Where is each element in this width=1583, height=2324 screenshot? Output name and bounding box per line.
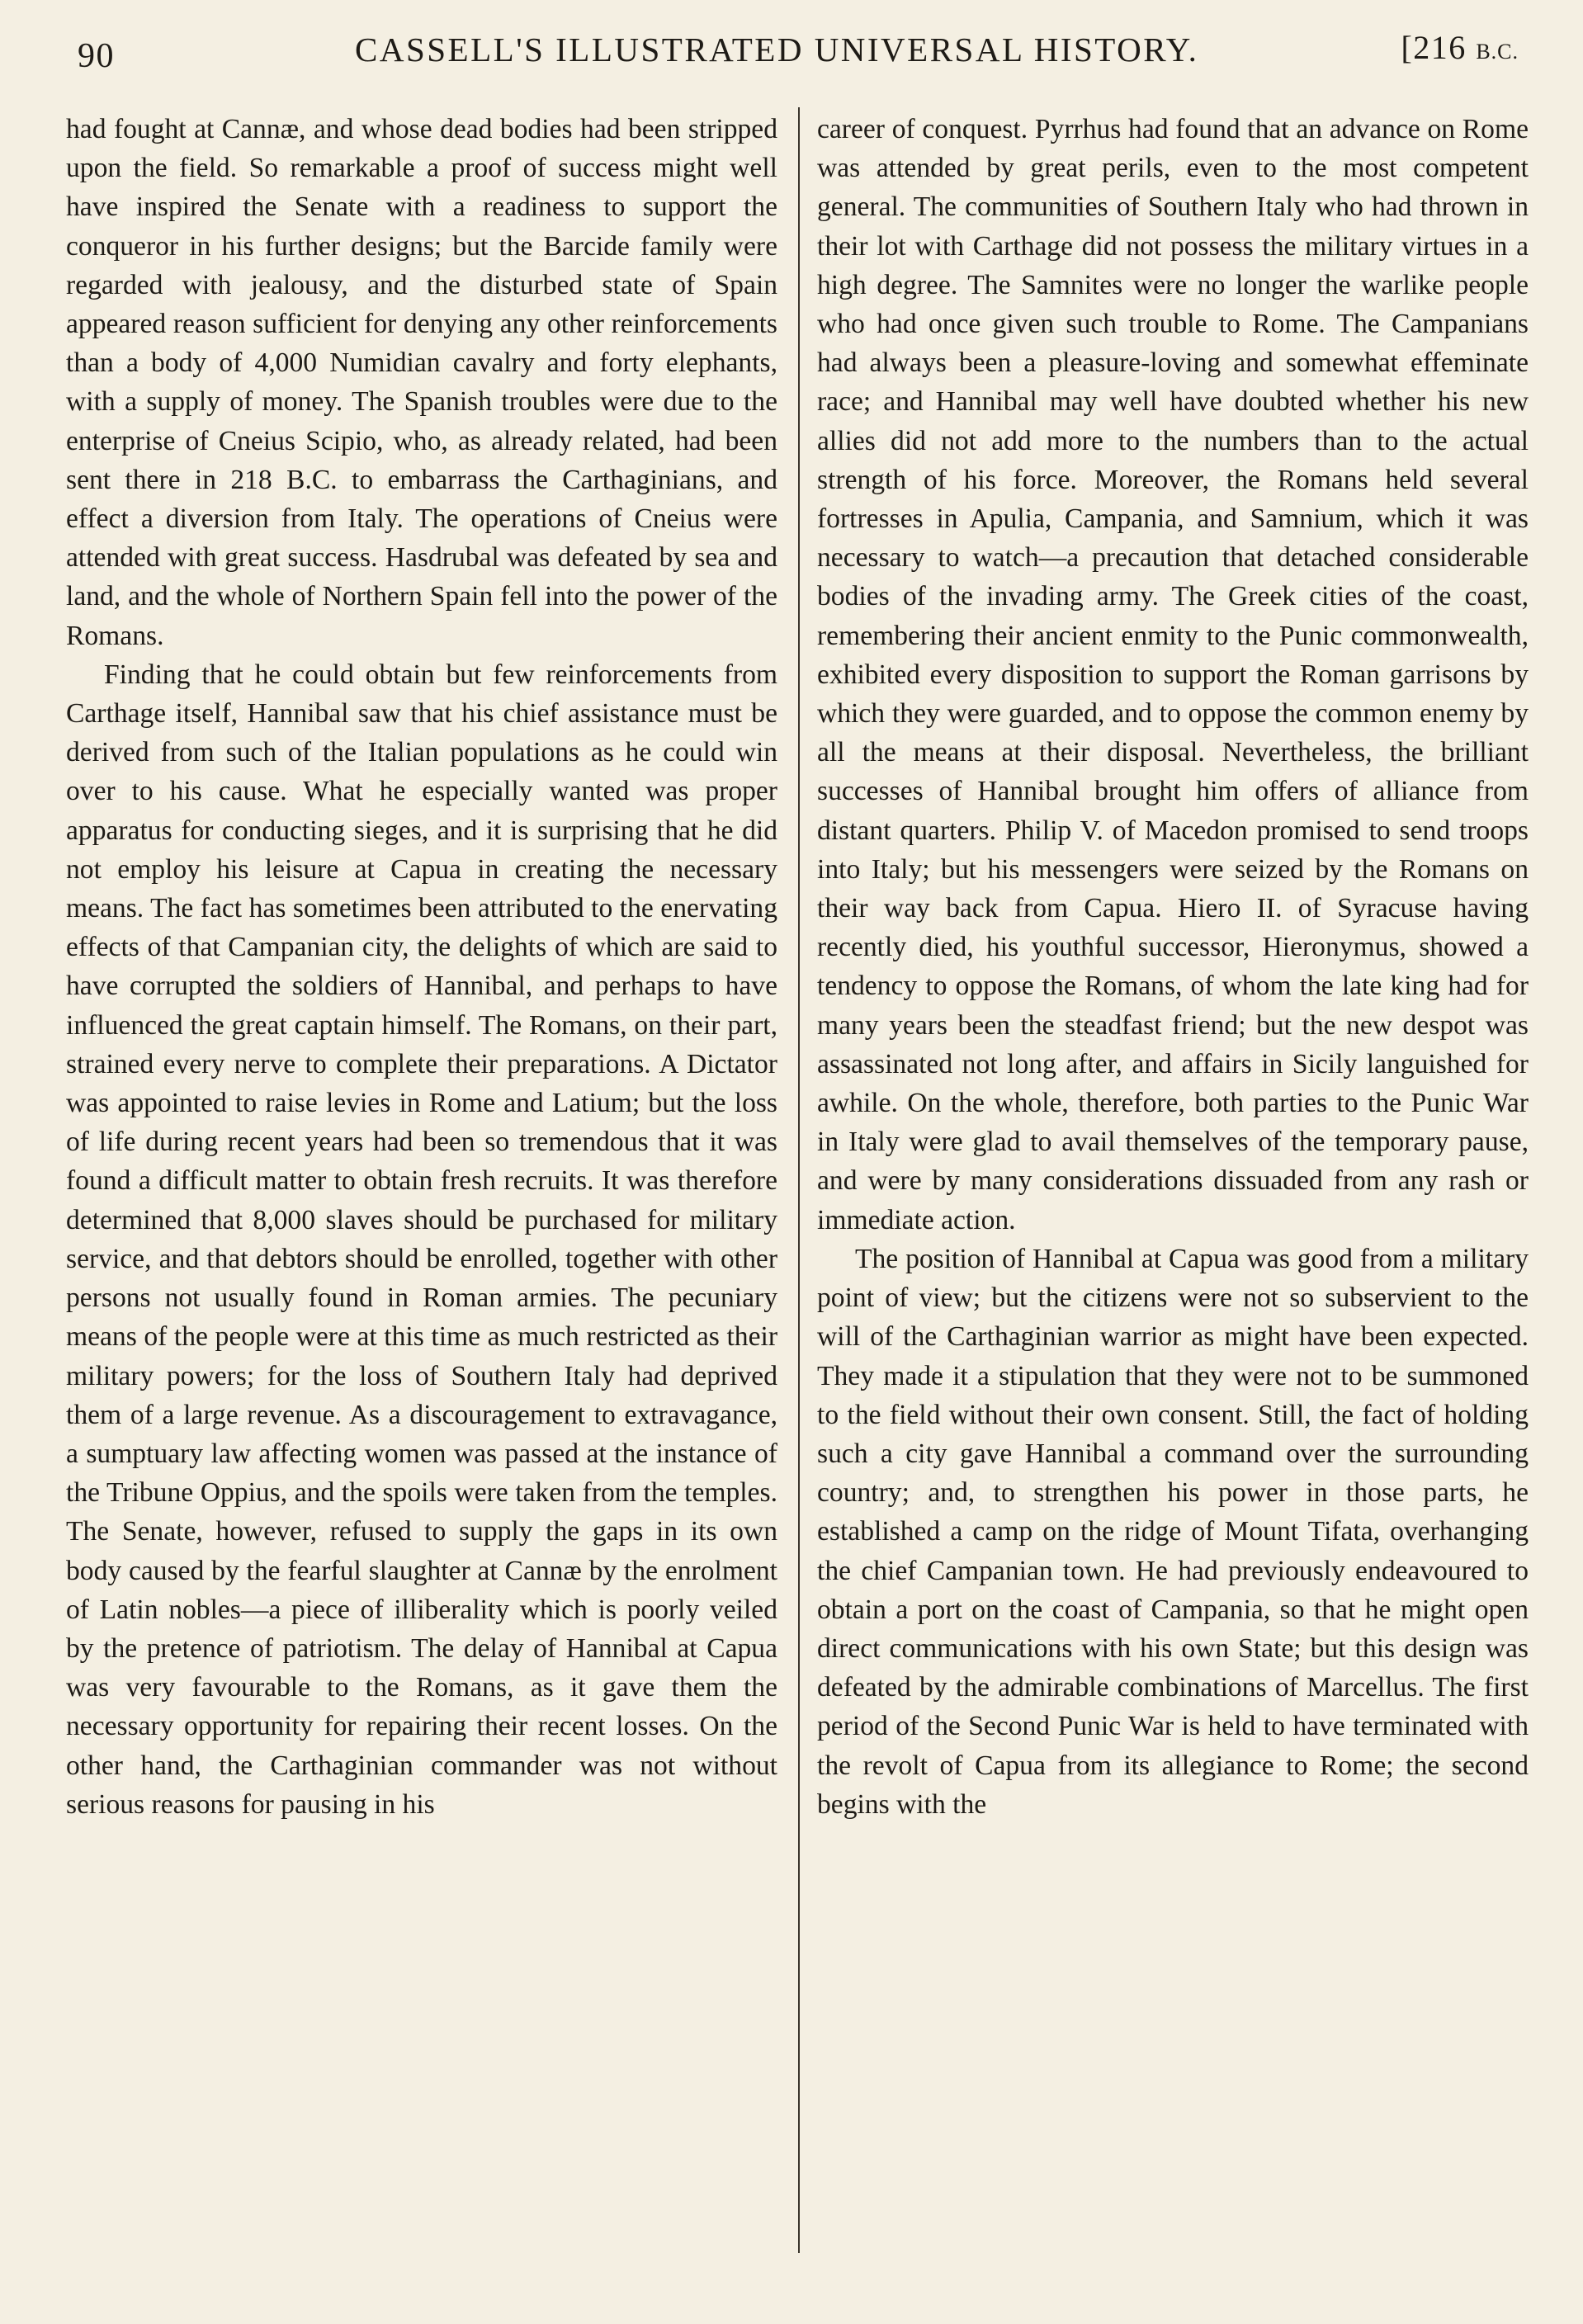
column-divider [798,107,800,2253]
left-column [66,110,777,2256]
page-header [74,30,1535,79]
date-year: [216 [1401,29,1467,66]
paragraph: had fought at Cannæ, and whose dead bodies had been stripped upon the field. So remarkable a proof of success might well have inspired the Senate with a readiness to support the conqueror in his further designs; but the Barcide family were regarded with jealousy, and the disturbed state of Spain appeared reason sufficient for denying any other reinforcements than a body of 4,000 Numidian cavalry and forty elephants, with a supply of money. The Spanish troubles were due to the enterprise of Cneius Scipio, who, as already related, had been sent there in 218 B.C. to embarrass the Carthaginians, and effect a diversion from Italy. The operations of Cneius were attended with great success. Hasdrubal was defeated by sea and land, and the whole of Northern Spain fell into the power of the Romans. [66,114,777,651]
paragraph: career of conquest. Pyrrhus had found that an advance on Rome was attended by great perils, even to the most competent general. The communities of Southern Italy who had thrown in their lot with Carthage did not possess the military virtues in a high degree. The Samnites were no longer the warlike people who had once given such trouble to Rome. The Campanians had always been a pleasure-loving and somewhat effeminate race; and Hannibal may well have doubted whether his new allies did not add more to the numbers than to the actual strength of his force. Moreover, the Romans held several fortresses in Apulia, Campania, and Samnium, which it was necessary to watch—a precaution that detached considerable bodies of the invading army. The Greek cities of the coast, remembering their ancient enmity to the Punic commonwealth, exhibited every disposition to support the Roman garrisons by which they were guarded, and to oppose the common enemy by all the means at their disposal. Nevertheless, the brilliant successes of Hannibal brought him offers of alliance from distant quarters. Philip V. of Macedon promised to send troops into Italy; but his messengers were seized by the Romans on their way back from Capua. Hiero II. of Syracuse having recently died, his youthful successor, Hieronymus, showed a tendency to oppose the Romans, of whom the late king had for many years been the steadfast friend; but the new despot was assassinated not long after, and affairs in Sicily languished for awhile. On the whole, therefore, both parties to the Punic War in Italy were glad to avail themselves of the temporary pause, and were by many considerations dissuaded from any rash or immediate action. [817,114,1529,1235]
date-era: B.C. [1476,40,1519,64]
page-number: 90 [78,37,115,75]
paragraph: Finding that he could obtain but few reinforcements from Carthage itself, Hannibal saw that his chief assistance must be derived from such of the Italian populations as he could win over to his cause. What he especially wanted was proper apparatus for conducting sieges, and it is surprising that he did not employ his leisure at Capua in creating the necessary means. The fact has sometimes been attributed to the enervating effects of that Campanian city, the delights of which are said to have corrupted the soldiers of Hannibal, and perhaps to have influenced the great captain himself. The Romans, on their part, strained every nerve to complete their preparations. A Dictator was appointed to raise levies in Rome and Latium; but the loss of life during recent years had been so tremendous that it was found a difficult matter to obtain fresh recruits. It was therefore determined that 8,000 slaves should be purchased for military service, and that debtors should be enrolled, together with other persons not usually found in Roman armies. The pecuniary means of the people were at this time as much restricted as their military powers; for the loss of Southern Italy had deprived them of a large revenue. As a discouragement to extravagance, a sumptuary law affecting women was passed at the instance of the Tribune Oppius, and the spoils were taken from the temples. The Senate, however, refused to supply the gaps in its own body caused by the fearful slaughter at Cannæ by the enrolment of Latin nobles—a piece of illiberality which is poorly veiled by the pretence of patriotism. The delay of Hannibal at Capua was very favourable to the Romans, as it gave them the necessary opportunity for repairing their recent losses. On the other hand, the Carthaginian commander was not without serious reasons for pausing in his [66,659,777,1820]
running-title: CASSELL'S ILLUSTRATED UNIVERSAL HISTORY. [355,31,1199,68]
right-column [817,110,1529,2256]
paragraph: The position of Hannibal at Capua was good from a military point of view; but the citizens were not so subservient to the will of the Carthaginian warrior as might have been expected. They made it a stipulation that they were not to be summoned to the field without their own consent. Still, the fact of holding such a city gave Hannibal a command over the surrounding country; and, to strengthen his power in those parts, he established a camp on the ridge of Mount Tifata, overhanging the chief Campanian town. He had previously endeavoured to obtain a port on the coast of Campania, so that he might open direct communications with his own State; but this design was defeated by the admirable combinations of Marcellus. The first period of the Second Punic War is held to have terminated with the revolt of Capua from its allegiance to Rome; the second begins with the [817,1243,1529,1820]
date-marker [1401,28,1519,67]
